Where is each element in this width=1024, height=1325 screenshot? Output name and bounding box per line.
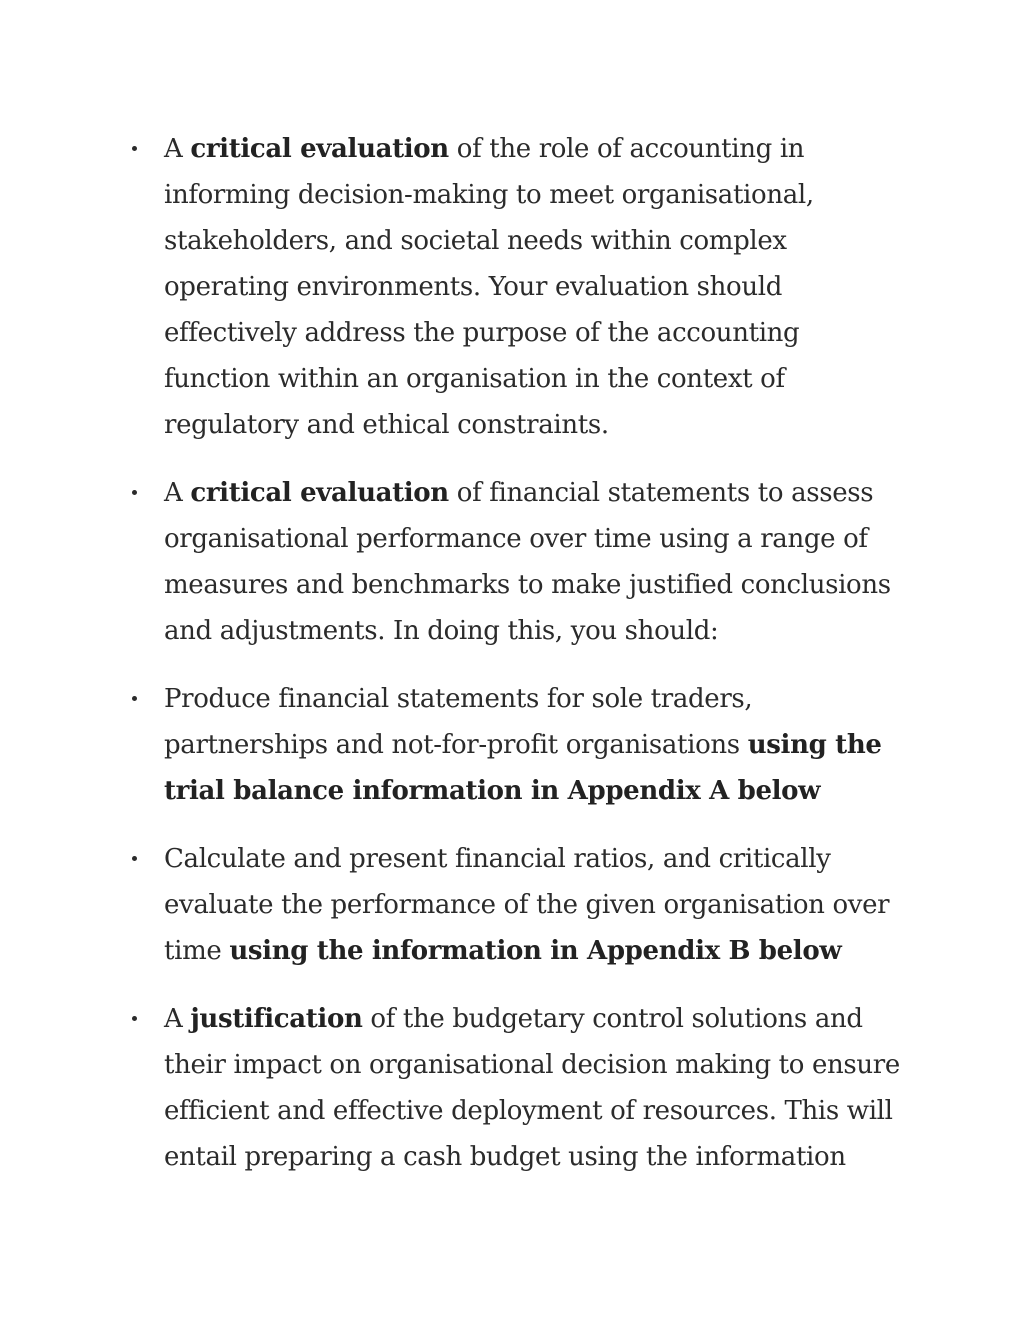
item-text-bold: critical evaluation	[190, 478, 449, 508]
bullet-dot-icon	[132, 490, 137, 495]
bullet-dot-icon	[132, 146, 137, 151]
bullet-dot-icon	[132, 696, 137, 701]
item-text-post: of the budgetary control solutions and their impact on organisational decision making to ensure efficient and effective deployment of resources. This will entail preparing a cash budget using the information	[164, 1004, 900, 1172]
item-text-bold: using the trial balance information in Appendix A below	[164, 730, 882, 806]
bullet-dot-icon	[132, 856, 137, 861]
list-item	[164, 836, 904, 974]
item-text-pre: A	[164, 478, 191, 508]
item-text-bold: using the information in Appendix B below	[229, 936, 842, 966]
bullet-dot-icon	[132, 1016, 137, 1021]
list-item	[164, 126, 904, 448]
item-text-pre: Calculate and present financial ratios, and critically evaluate the performance of the given organisation over time	[164, 844, 890, 966]
item-text-bold: justification	[190, 1004, 363, 1034]
list-item	[164, 996, 904, 1180]
list-item	[164, 470, 904, 654]
item-text-post: of the role of accounting in informing decision-making to meet organisational, stakeholders, and societal needs within complex operating environments. Your evaluation should effectively address the purpose of the accounting function within an organisation in the context of regulatory and ethical constraints.	[164, 134, 814, 440]
item-text-pre: A	[164, 134, 191, 164]
item-text-pre: Produce financial statements for sole traders, partnerships and not-for-profit organisations	[164, 684, 753, 760]
requirements-list	[164, 126, 904, 1202]
item-text-pre: A	[164, 1004, 191, 1034]
item-text-post: of financial statements to assess organisational performance over time using a range of measures and benchmarks to make justified conclusions and adjustments. In doing this, you should:	[164, 478, 891, 646]
list-item	[164, 676, 904, 814]
item-text-bold: critical evaluation	[190, 134, 449, 164]
